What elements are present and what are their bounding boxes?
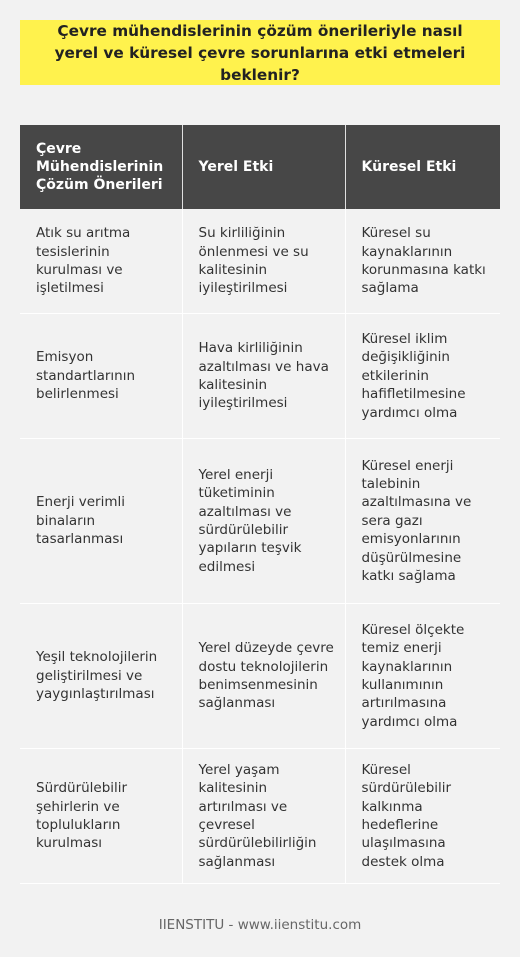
cell-local: Yerel enerji tüketiminin azaltılması ve sürdürülebilir yapıların teşvik edilmesi	[182, 439, 345, 604]
cell-global: Küresel enerji talebinin azaltılmasına ve sera gazı emisyonlarının düşürülmesine katkı sağlama	[345, 439, 500, 604]
cell-global: Küresel iklim değişikliğinin etkilerinin hafifletilmesine yardımcı olma	[345, 314, 500, 439]
table-row	[20, 604, 500, 749]
cell-global: Küresel ölçekte temiz enerji kaynaklarının kullanımının artırılmasına yardımcı olma	[345, 604, 500, 749]
header-local-impact: Yerel Etki	[182, 125, 345, 209]
table-row	[20, 209, 500, 314]
cell-local: Su kirliliğinin önlenmesi ve su kalitesinin iyileştirilmesi	[182, 209, 345, 314]
cell-local: Yerel yaşam kalitesinin artırılması ve çevresel sürdürülebilirliğin sağlanması	[182, 749, 345, 884]
cell-solution: Atık su arıtma tesislerinin kurulması ve işletilmesi	[20, 209, 182, 314]
table-row	[20, 749, 500, 884]
cell-local: Hava kirliliğinin azaltılması ve hava kalitesinin iyileştirilmesi	[182, 314, 345, 439]
comparison-table	[20, 125, 500, 884]
cell-solution: Yeşil teknolojilerin geliştirilmesi ve yaygınlaştırılması	[20, 604, 182, 749]
cell-local: Yerel düzeyde çevre dostu teknolojilerin benimsenmesinin sağlanması	[182, 604, 345, 749]
cell-solution: Emisyon standartlarının belirlenmesi	[20, 314, 182, 439]
page-title: Çevre mühendislerinin çözüm önerileriyle nasıl yerel ve küresel çevre sorunlarına etki etmeleri beklenir?	[54, 21, 466, 84]
table-row	[20, 439, 500, 604]
cell-global: Küresel su kaynaklarının korunmasına katkı sağlama	[345, 209, 500, 314]
table-row	[20, 314, 500, 439]
cell-solution: Sürdürülebilir şehirlerin ve toplulukların kurulması	[20, 749, 182, 884]
cell-global: Küresel sürdürülebilir kalkınma hedeflerine ulaşılmasına destek olma	[345, 749, 500, 884]
header-solutions: Çevre Mühendislerinin Çözüm Önerileri	[20, 125, 182, 209]
header-global-impact: Küresel Etki	[345, 125, 500, 209]
title-banner	[20, 20, 500, 85]
footer-credit: IIENSTITU - www.iienstitu.com	[158, 917, 362, 933]
cell-solution: Enerji verimli binaların tasarlanması	[20, 439, 182, 604]
table-header-row	[20, 125, 500, 209]
